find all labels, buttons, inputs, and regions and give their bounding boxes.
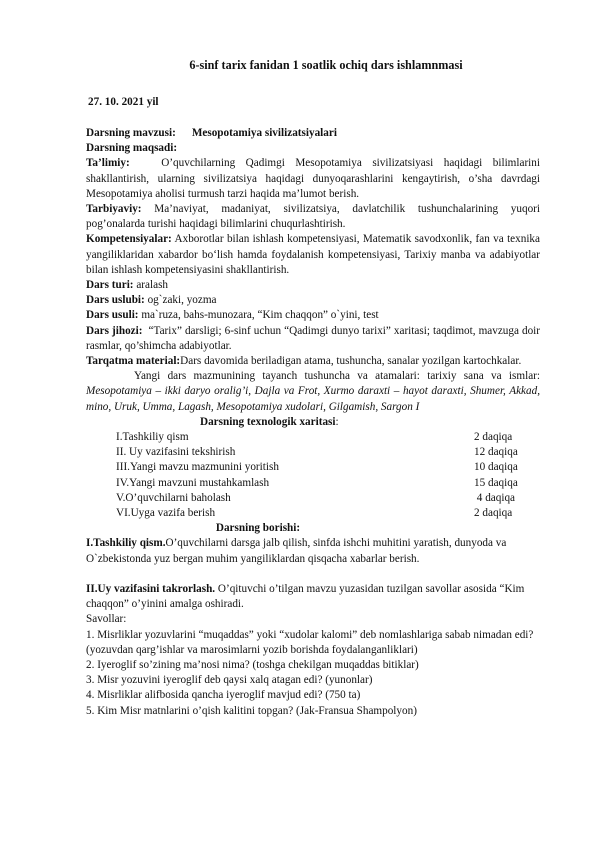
tech-map-row: VI.Uyga vazifa berish 2 daqiqa bbox=[116, 507, 513, 520]
educational-goal: Ta’limiy: O’quvchilarning Qadimgi Mesopotamiya sivilizatsiyasi haqidagi bilimlarini shakllantirish, ularning sivilizatsiya haqidagi dunyoqarashlarini kengaytirish, o’sha davrdagi Mesopotamiya aholisi turmush tarzi haqida ma’lumot berish. bbox=[86, 157, 540, 200]
lesson-progress-heading: Darsning borishi: bbox=[215, 522, 301, 535]
question-item: 2. Iyeroglif so’zining ma’nosi nima? (toshga chekilgan muqaddas bitiklar) bbox=[86, 658, 419, 671]
question-item: 3. Misr yozuvini iyeroglif deb qaysi xalq atagan edi? (yunonlar) bbox=[86, 674, 373, 687]
tech-map-row: I.Tashkiliy qism 2 daqiqa bbox=[116, 431, 513, 444]
question-item: 4. Misrliklar alifbosida qancha iyeroglif mavjud edi? (750 ta) bbox=[86, 689, 361, 702]
document-title: 6-sinf tarix fanidan 1 soatlik ochiq dars ishlamnmasi bbox=[189, 58, 463, 72]
questions-heading: Savollar: bbox=[86, 613, 127, 626]
tech-map-heading: Darsning texnologik xaritasi: bbox=[200, 415, 339, 428]
tech-map-list bbox=[86, 430, 540, 521]
tech-map-row: IV.Yangi mavzuni mustahkamlash 15 daqiqa bbox=[116, 476, 518, 489]
handout-material: Tarqatma material:Dars davomida beriladigan atama, tushuncha, sanalar yozilgan kartochkalar. bbox=[86, 355, 522, 368]
upbringing-goal: Tarbiyaviy: Ma’naviyat, madaniyat, sivilizatsiya, davlatchilik tushunchalarining yuqori pog’onalarda turishi haqidagi bilimlarini chuqurlashtirish. bbox=[86, 203, 540, 231]
tech-map-row: II. Uy vazifasini tekshirish 12 daqiqa bbox=[116, 446, 518, 459]
lesson-method: Dars usuli: ma`ruza, bahs-munozara, “Kim chaqqon” o`yini, test bbox=[86, 309, 379, 322]
lesson-type: Dars turi: aralash bbox=[86, 279, 169, 292]
lesson-equipment: Dars jihozi: “Tarix” darsligi; 6-sinf uchun “Qadimgi dunyo tarixi” xaritasi; taqdimot, mavzuga doir rasmlar, qo’shimcha adabiyotlar. bbox=[86, 324, 540, 352]
document-body bbox=[86, 126, 540, 719]
question-item: 5. Kim Misr matnlarini o’qish kalitini topgan? (Jak-Fransua Shampolyon) bbox=[86, 704, 417, 717]
question-item: 1. Misrliklar yozuvlarini “muqaddas” yoki “xudolar kalomi” deb nomlashlariga sabab nimadan edi? (yozuvdan qarg’ishlar va marosimlarni yozib borishda foydalanganliklari) bbox=[86, 628, 534, 656]
spacer bbox=[86, 567, 540, 582]
competencies: Kompetensiyalar: Axborotlar bilan ishlash kompetensiyasi, Matematik savodxonlik, fan va texnika yangiliklaridan xabardor bo‘lish hamda foydalanish kompetensiyasi, Tarixiy manba va adabiyotlar bilan ishlash kompetensiyasini shakllantirish. bbox=[86, 233, 540, 276]
tech-map-row: V.O’quvchilarni baholash 4 daqiqa bbox=[116, 491, 516, 504]
topic-line: Darsning mavzusi: Mesopotamiya sivilizatsiyalari bbox=[86, 127, 337, 139]
goals-heading: Darsning maqsadi: bbox=[86, 142, 178, 155]
organizational-part: I.Tashkiliy qism.O’quvchilarni darsga jalb qilish, sinfda ishchi muhitini yaratish, dunyoda va O`zbekistonda yuz bergan muhim yangiliklardan qisqacha xabarlar berish. bbox=[86, 537, 507, 565]
document-date: 27. 10. 2021 yil bbox=[88, 96, 159, 108]
homework-review: II.Uy vazifasini takrorlash. O’qituvchi o’tilgan mavzu yuzasidan tuzilgan savollar asosida “Kim chaqqon” o’yinini amalga oshiradi. bbox=[86, 582, 525, 611]
key-terms: Yangi dars mazmunining tayanch tushuncha va atamalari: tarixiy sana va ismlar: Mesopotamiya – ikki daryo oralig’i, Dajla va Frot, Xurmo daraxti – hayot daraxti, Shumer, Akkad, mino, Uruk, Umma, Lagash, Mesopotamiya xudolari, Gilgamish, Sargon I bbox=[86, 370, 540, 413]
lesson-style: Dars uslubi: og`zaki, yozma bbox=[86, 294, 217, 307]
tech-map-row: III.Yangi mavzu mazmunini yoritish 10 daqiqa bbox=[116, 461, 518, 474]
